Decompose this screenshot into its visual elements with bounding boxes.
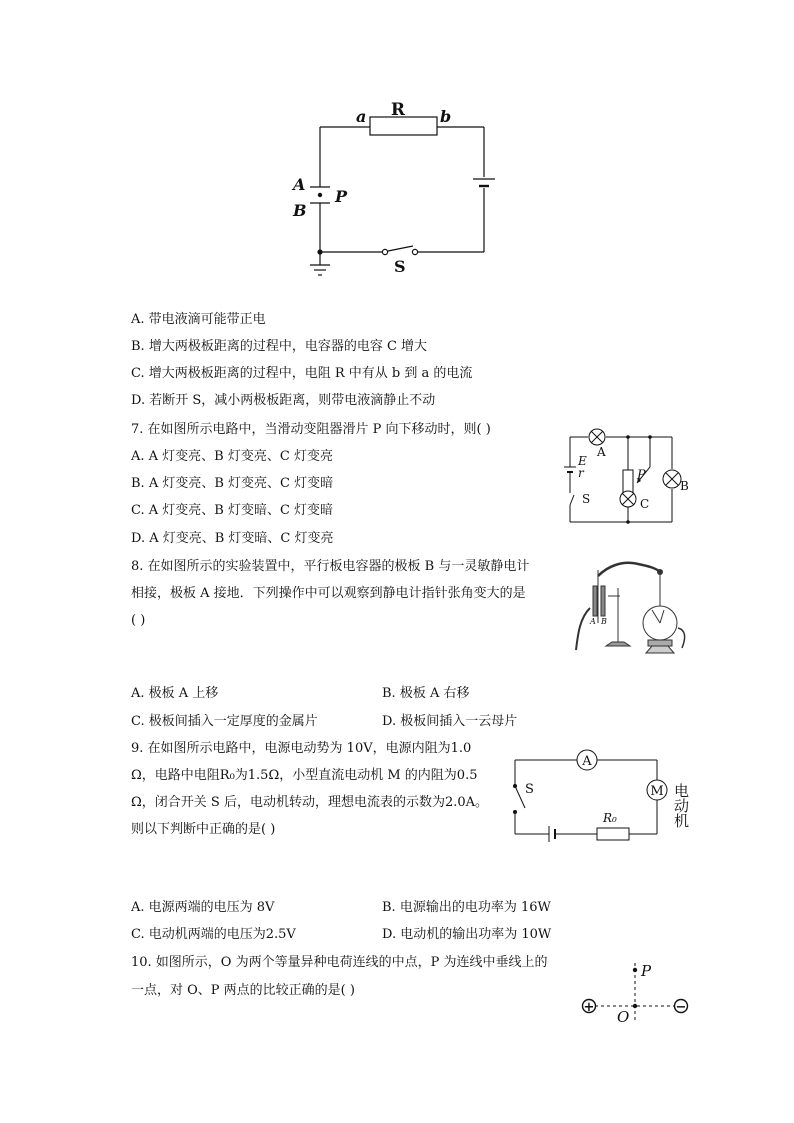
q6-option-d: D. 若断开 S，减小两极板距离，则带电液滴静止不动: [131, 393, 436, 408]
label-R: R: [390, 100, 406, 120]
lamp-circuit-figure: [560, 425, 700, 530]
q6-option-b: B. 增大两极板距离的过程中，电容器的电容 C 增大: [131, 339, 428, 354]
q9-option-c: C. 电动机两端的电压为2.5V: [131, 927, 296, 942]
label-A: A: [597, 445, 606, 459]
q6-option-a: A. 带电液滴可能带正电: [131, 312, 266, 327]
capacitor-circuit-figure: [290, 95, 510, 285]
label-S: S: [525, 782, 534, 797]
label-B: B: [601, 617, 607, 626]
label-b: b: [440, 107, 452, 126]
q9-stem-line3: Ω，闭合开关 S 后，电动机转动，理想电流表的示数为2.0A。: [131, 795, 489, 810]
q8-stem-line2: 相接，极板 A 接地．下列操作中可以观察到静电计指针张角变大的是: [131, 586, 526, 601]
q9-option-a: A. 电源两端的电压为 8V: [131, 900, 275, 915]
label-R0: R₀: [603, 811, 617, 825]
q9-stem-line4: 则以下判断中正确的是( ): [131, 822, 276, 837]
label-S: S: [394, 257, 406, 276]
motor-circuit-figure: [505, 748, 705, 848]
label-B: B: [680, 479, 689, 493]
label-B: B: [293, 201, 307, 220]
label-P: P: [637, 468, 646, 483]
label-P: P: [641, 962, 652, 980]
plus-charge-icon: +: [583, 1000, 595, 1015]
label-S: S: [582, 492, 591, 506]
q8-stem-line1: 8. 在如图所示的实验装置中，平行板电容器的极板 B 与一灵敏静电计: [131, 559, 530, 574]
q8-stem-line3: ( ): [131, 613, 146, 628]
q8-option-c: C. 极板间插入一定厚度的金属片: [131, 714, 318, 729]
q9-stem-line1: 9. 在如图所示电路中，电源电动势为 10V，电源内阻为1.0: [131, 741, 472, 756]
q10-stem-line1: 10. 如图所示，O 为两个等量异种电荷连线的中点，P 为连线中垂线上的: [131, 955, 548, 970]
q8-option-d: D. 极板间插入一云母片: [382, 714, 518, 729]
q7-option-a: A. A 灯变亮、B 灯变亮、C 灯变亮: [131, 449, 333, 464]
q7-stem: 7. 在如图所示电路中，当滑动变阻器滑片 P 向下移动时，则( ): [131, 422, 491, 437]
q9-stem-line2: Ω，电路中电阻R₀为1.5Ω，小型直流电动机 M 的内阻为0.5: [131, 768, 478, 783]
electroscope-figure: [568, 558, 694, 658]
ammeter-label: A: [582, 754, 592, 769]
label-E: E: [578, 454, 587, 468]
q10-stem-line2: 一点，对 O、P 两点的比较正确的是( ): [131, 983, 355, 998]
label-a: a: [356, 107, 367, 126]
label-A: A: [590, 617, 596, 626]
label-C: C: [640, 497, 650, 511]
label-P: P: [335, 187, 348, 206]
label-O: O: [617, 1008, 630, 1026]
label-A: A: [293, 175, 306, 194]
q9-option-b: B. 电源输出的电功率为 16W: [382, 900, 551, 915]
q7-option-b: B. A 灯变亮、B 灯变亮、C 灯变暗: [131, 476, 334, 491]
dipole-figure: [575, 958, 700, 1028]
minus-charge-icon: −: [675, 1000, 687, 1015]
q9-option-d: D. 电动机的输出功率为 10W: [382, 927, 552, 942]
q8-option-b: B. 极板 A 右移: [382, 686, 470, 701]
label-r: r: [578, 466, 584, 480]
q6-option-c: C. 增大两极板距离的过程中，电阻 R 中有从 b 到 a 的电流: [131, 366, 473, 381]
q7-option-c: C. A 灯变亮、B 灯变暗、C 灯变暗: [131, 503, 334, 518]
motor-text-label: 电动机: [672, 783, 690, 828]
motor-label: M: [650, 784, 664, 799]
q8-option-a: A. 极板 A 上移: [131, 686, 219, 701]
q7-option-d: D. A 灯变亮、B 灯变暗、C 灯变亮: [131, 531, 334, 546]
